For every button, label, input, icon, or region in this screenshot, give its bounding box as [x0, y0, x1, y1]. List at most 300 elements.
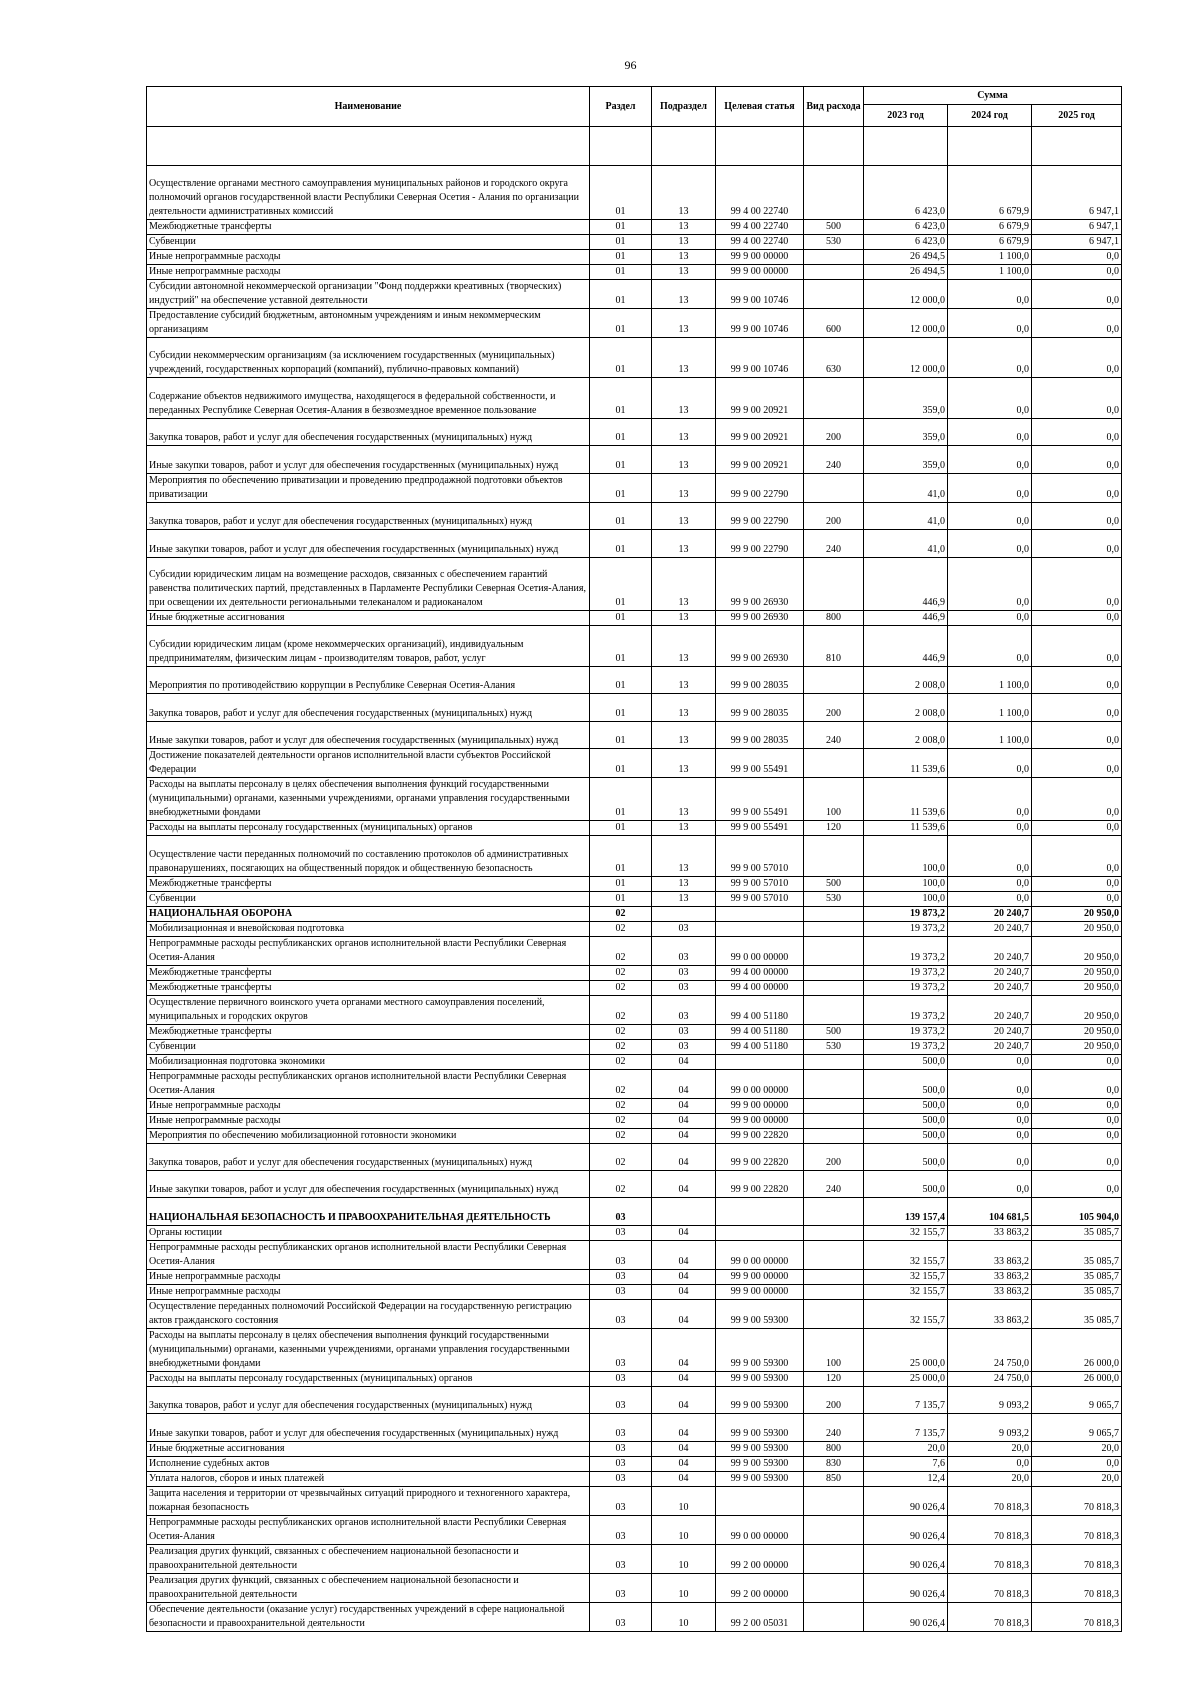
cell-expense-type: 630: [804, 337, 864, 378]
cell-2024: 20,0: [948, 1471, 1032, 1486]
cell-name: Иные бюджетные ассигнования: [147, 611, 590, 626]
cell-section: 02: [590, 1039, 652, 1054]
cell-2024: 0,0: [948, 836, 1032, 877]
cell-name: Закупка товаров, работ и услуг для обеспечения государственных (муниципальных) нужд: [147, 418, 590, 445]
cell-subsection: 13: [652, 234, 716, 249]
cell-section: 03: [590, 1386, 652, 1413]
header-section: Раздел: [590, 87, 652, 127]
cell-section: 01: [590, 821, 652, 836]
cell-section: 03: [590, 1573, 652, 1602]
table-row: [147, 1225, 1122, 1240]
cell-2024: 70 818,3: [948, 1544, 1032, 1573]
cell-target: 99 4 00 00000: [716, 980, 804, 995]
cell-name: Предоставление субсидий бюджетным, автономным учреждениям и иным некоммерческим организациям: [147, 308, 590, 337]
cell-subsection: 04: [652, 1471, 716, 1486]
cell-section: 03: [590, 1456, 652, 1471]
cell-2023: 12 000,0: [864, 337, 948, 378]
cell-2023: 90 026,4: [864, 1515, 948, 1544]
cell-expense-type: 800: [804, 1441, 864, 1456]
cell-2024: 20 240,7: [948, 1039, 1032, 1054]
cell-2024: 33 863,2: [948, 1284, 1032, 1299]
cell-expense-type: [804, 1225, 864, 1240]
cell-expense-type: [804, 1198, 864, 1225]
cell-expense-type: [804, 1269, 864, 1284]
cell-target: 99 9 00 22790: [716, 473, 804, 502]
cell-2025: 35 085,7: [1032, 1240, 1122, 1269]
cell-section: 02: [590, 1069, 652, 1098]
cell-2023: 11 539,6: [864, 749, 948, 778]
cell-expense-type: 500: [804, 219, 864, 234]
cell-2025: 9 065,7: [1032, 1386, 1122, 1413]
cell-name: Субсидии юридическим лицам (кроме некоммерческих организаций), индивидуальным предпринимателям, физическим лицам - производителям товаров, работ, услуг: [147, 626, 590, 667]
cell-subsection: 04: [652, 1098, 716, 1113]
cell-2025: 0,0: [1032, 694, 1122, 721]
cell-name: Обеспечение деятельности (оказание услуг) государственных учреждений в сфере национальной безопасности и правоохранительной деятельности: [147, 1602, 590, 1631]
cell-expense-type: 200: [804, 1143, 864, 1170]
cell-section: 02: [590, 1054, 652, 1069]
cell-2023: 19 373,2: [864, 1039, 948, 1054]
cell-2024: 0,0: [948, 473, 1032, 502]
cell-2024: 0,0: [948, 626, 1032, 667]
cell-expense-type: [804, 279, 864, 308]
cell-2025: 0,0: [1032, 446, 1122, 473]
cell-2025: 20 950,0: [1032, 1024, 1122, 1039]
cell-expense-type: 830: [804, 1456, 864, 1471]
cell-2023: 90 026,4: [864, 1486, 948, 1515]
cell-expense-type: [804, 1098, 864, 1113]
table-row: [147, 1069, 1122, 1098]
cell-2025: 0,0: [1032, 1171, 1122, 1198]
cell-target: 99 9 00 59300: [716, 1328, 804, 1371]
cell-expense-type: 530: [804, 1039, 864, 1054]
cell-target: 99 9 00 10746: [716, 337, 804, 378]
cell-subsection: 13: [652, 378, 716, 419]
cell-name: Расходы на выплаты персоналу государственных (муниципальных) органов: [147, 821, 590, 836]
cell-2025: 26 000,0: [1032, 1371, 1122, 1386]
cell-2025: 70 818,3: [1032, 1544, 1122, 1573]
page-number: 96: [624, 58, 637, 72]
table-row: [147, 891, 1122, 906]
cell-name: Иные закупки товаров, работ и услуг для обеспечения государственных (муниципальных) нужд: [147, 530, 590, 557]
cell-2025: 70 818,3: [1032, 1573, 1122, 1602]
cell-2023: 500,0: [864, 1054, 948, 1069]
cell-section: 02: [590, 995, 652, 1024]
cell-subsection: 13: [652, 530, 716, 557]
table-row: [147, 611, 1122, 626]
cell-section: 01: [590, 249, 652, 264]
cell-name: Непрограммные расходы республиканских органов исполнительной власти Республики Северная Осетия-Алания: [147, 1240, 590, 1269]
cell-section: 01: [590, 166, 652, 220]
table-row: [147, 980, 1122, 995]
table-row: [147, 1269, 1122, 1284]
cell-2025: 0,0: [1032, 1128, 1122, 1143]
cell-2025: 20,0: [1032, 1441, 1122, 1456]
cell-2025: 20 950,0: [1032, 1039, 1122, 1054]
cell-target: 99 4 00 22740: [716, 166, 804, 220]
cell-expense-type: [804, 921, 864, 936]
table-row: [147, 1544, 1122, 1573]
cell-2024: 33 863,2: [948, 1240, 1032, 1269]
cell-target: 99 0 00 00000: [716, 1069, 804, 1098]
cell-name: Межбюджетные трансферты: [147, 1024, 590, 1039]
cell-subsection: 04: [652, 1441, 716, 1456]
cell-subsection: 04: [652, 1143, 716, 1170]
cell-target: 99 9 00 00000: [716, 1098, 804, 1113]
cell-2023: 12 000,0: [864, 308, 948, 337]
cell-2023: 90 026,4: [864, 1544, 948, 1573]
cell-2023: 26 494,5: [864, 264, 948, 279]
cell-2025: 0,0: [1032, 778, 1122, 821]
cell-2023: 12,4: [864, 1471, 948, 1486]
cell-name: Иные непрограммные расходы: [147, 1113, 590, 1128]
cell-expense-type: [804, 749, 864, 778]
cell-name: Мобилизационная и вневойсковая подготовка: [147, 921, 590, 936]
cell-name: Достижение показателей деятельности органов исполнительной власти субъектов Российской Федерации: [147, 749, 590, 778]
cell-section: 01: [590, 473, 652, 502]
cell-2024: 0,0: [948, 1128, 1032, 1143]
cell-expense-type: 500: [804, 1024, 864, 1039]
cell-subsection: 10: [652, 1573, 716, 1602]
cell-target: 99 9 00 55491: [716, 821, 804, 836]
cell-2023: 90 026,4: [864, 1573, 948, 1602]
table-row: [147, 666, 1122, 693]
cell-2024: 33 863,2: [948, 1269, 1032, 1284]
cell-name: Закупка товаров, работ и услуг для обеспечения государственных (муниципальных) нужд: [147, 502, 590, 529]
cell-2023: 500,0: [864, 1069, 948, 1098]
table-row: [147, 1171, 1122, 1198]
cell-expense-type: 240: [804, 721, 864, 748]
cell-2025: 0,0: [1032, 721, 1122, 748]
cell-name: Содержание объектов недвижимого имущества, находящегося в федеральной собственности, и переданных Республике Северная Осетия-Алания в безвозмездное временное пользование: [147, 378, 590, 419]
cell-2025: 0,0: [1032, 418, 1122, 445]
table-row: [147, 378, 1122, 419]
cell-2025: 0,0: [1032, 530, 1122, 557]
cell-2023: 500,0: [864, 1113, 948, 1128]
table-row: [147, 626, 1122, 667]
cell-name: Субсидии некоммерческим организациям (за исключением государственных (муниципальных) учреждений, государственных корпораций (компаний), публично-правовых компаний): [147, 337, 590, 378]
cell-subsection: 13: [652, 264, 716, 279]
cell-section: 01: [590, 557, 652, 611]
cell-subsection: 04: [652, 1113, 716, 1128]
cell-name: Реализация других функций, связанных с обеспечением национальной безопасности и правоохранительной деятельности: [147, 1573, 590, 1602]
cell-2024: 33 863,2: [948, 1225, 1032, 1240]
cell-target: 99 4 00 51180: [716, 995, 804, 1024]
cell-section: 01: [590, 666, 652, 693]
cell-section: 02: [590, 1171, 652, 1198]
cell-expense-type: [804, 166, 864, 220]
cell-expense-type: 100: [804, 778, 864, 821]
table-row: [147, 1486, 1122, 1515]
cell-subsection: 13: [652, 821, 716, 836]
cell-target: 99 9 00 10746: [716, 279, 804, 308]
cell-name: НАЦИОНАЛЬНАЯ БЕЗОПАСНОСТЬ И ПРАВООХРАНИТЕЛЬНАЯ ДЕЯТЕЛЬНОСТЬ: [147, 1198, 590, 1225]
cell-subsection: 10: [652, 1486, 716, 1515]
cell-expense-type: [804, 264, 864, 279]
cell-2024: 1 100,0: [948, 264, 1032, 279]
table-row: [147, 1515, 1122, 1544]
cell-2023: 32 155,7: [864, 1284, 948, 1299]
cell-name: Осуществление органами местного самоуправления муниципальных районов и городского округа полномочий органов государственной власти Республики Северная Осетия - Алания по организации деятельности административных комиссий: [147, 166, 590, 220]
cell-2024: 0,0: [948, 1143, 1032, 1170]
table-row: [147, 965, 1122, 980]
cell-expense-type: [804, 557, 864, 611]
table-row: [147, 906, 1122, 921]
cell-target: [716, 921, 804, 936]
cell-section: 03: [590, 1441, 652, 1456]
cell-2024: 20 240,7: [948, 921, 1032, 936]
cell-2023: 359,0: [864, 378, 948, 419]
cell-name: Осуществление части переданных полномочий по составлению протоколов об административных правонарушениях, посягающих на общественный порядок и общественную безопасность: [147, 836, 590, 877]
cell-2023: 2 008,0: [864, 694, 948, 721]
cell-target: 99 9 00 22790: [716, 530, 804, 557]
cell-subsection: 04: [652, 1284, 716, 1299]
cell-expense-type: [804, 1128, 864, 1143]
table-row: [147, 836, 1122, 877]
cell-2024: 0,0: [948, 1113, 1032, 1128]
cell-2025: 0,0: [1032, 473, 1122, 502]
cell-2023: 41,0: [864, 502, 948, 529]
cell-name: Мероприятия по обеспечению мобилизационной готовности экономики: [147, 1128, 590, 1143]
cell-name: Мероприятия по противодействию коррупции в Республике Северная Осетия-Алания: [147, 666, 590, 693]
cell-2025: 6 947,1: [1032, 234, 1122, 249]
cell-subsection: 13: [652, 166, 716, 220]
cell-section: 03: [590, 1299, 652, 1328]
table-row: [147, 1284, 1122, 1299]
cell-2023: 446,9: [864, 557, 948, 611]
cell-subsection: 13: [652, 836, 716, 877]
cell-2023: 6 423,0: [864, 219, 948, 234]
cell-subsection: 04: [652, 1414, 716, 1441]
cell-expense-type: [804, 1113, 864, 1128]
table-row: [147, 337, 1122, 378]
cell-subsection: 10: [652, 1602, 716, 1631]
cell-target: 99 9 00 22820: [716, 1171, 804, 1198]
cell-name: Закупка товаров, работ и услуг для обеспечения государственных (муниципальных) нужд: [147, 694, 590, 721]
cell-target: 99 9 00 10746: [716, 308, 804, 337]
cell-section: 01: [590, 219, 652, 234]
cell-2025: 70 818,3: [1032, 1515, 1122, 1544]
cell-subsection: 03: [652, 1039, 716, 1054]
cell-2024: 0,0: [948, 1171, 1032, 1198]
table-row: [147, 1143, 1122, 1170]
cell-2025: 0,0: [1032, 1113, 1122, 1128]
cell-name: Расходы на выплаты персоналу в целях обеспечения выполнения функций государственными (муниципальными) органами, казенными учреждениями, органами управления государственными внебюджетными фондами: [147, 1328, 590, 1371]
cell-2023: 100,0: [864, 891, 948, 906]
cell-2023: 19 373,2: [864, 921, 948, 936]
cell-subsection: 13: [652, 749, 716, 778]
cell-name: Мобилизационная подготовка экономики: [147, 1054, 590, 1069]
table-row: [147, 264, 1122, 279]
header-year-2025: 2025 год: [1032, 105, 1122, 127]
cell-subsection: 13: [652, 778, 716, 821]
header-sum: Сумма: [864, 87, 1122, 105]
table-row: [147, 1198, 1122, 1225]
cell-2023: 446,9: [864, 611, 948, 626]
cell-subsection: [652, 1198, 716, 1225]
cell-section: 01: [590, 876, 652, 891]
cell-section: 03: [590, 1371, 652, 1386]
table-row: [147, 418, 1122, 445]
cell-target: [716, 906, 804, 921]
cell-name: Органы юстиции: [147, 1225, 590, 1240]
cell-2025: 6 947,1: [1032, 166, 1122, 220]
cell-target: 99 9 00 26930: [716, 611, 804, 626]
cell-section: 01: [590, 778, 652, 821]
cell-subsection: 13: [652, 611, 716, 626]
cell-name: Иные закупки товаров, работ и услуг для обеспечения государственных (муниципальных) нужд: [147, 721, 590, 748]
cell-2023: 12 000,0: [864, 279, 948, 308]
cell-subsection: 04: [652, 1225, 716, 1240]
cell-2024: 6 679,9: [948, 234, 1032, 249]
table-row: [147, 1054, 1122, 1069]
cell-expense-type: 850: [804, 1471, 864, 1486]
cell-section: 01: [590, 264, 652, 279]
table-row: [147, 279, 1122, 308]
cell-2024: 6 679,9: [948, 219, 1032, 234]
cell-target: 99 9 00 59300: [716, 1299, 804, 1328]
cell-2023: 139 157,4: [864, 1198, 948, 1225]
cell-expense-type: 810: [804, 626, 864, 667]
cell-2024: 20 240,7: [948, 906, 1032, 921]
cell-subsection: 13: [652, 876, 716, 891]
cell-2024: 0,0: [948, 308, 1032, 337]
cell-section: 02: [590, 1113, 652, 1128]
cell-subsection: 13: [652, 502, 716, 529]
table-row: [147, 1371, 1122, 1386]
table-row: [147, 1602, 1122, 1631]
cell-name: Межбюджетные трансферты: [147, 980, 590, 995]
cell-expense-type: [804, 1486, 864, 1515]
cell-2023: 41,0: [864, 473, 948, 502]
cell-expense-type: [804, 1299, 864, 1328]
cell-2025: 70 818,3: [1032, 1486, 1122, 1515]
cell-section: 03: [590, 1328, 652, 1371]
cell-target: [716, 1225, 804, 1240]
cell-subsection: 13: [652, 418, 716, 445]
cell-section: 03: [590, 1240, 652, 1269]
cell-2023: 19 873,2: [864, 906, 948, 921]
cell-name: Закупка товаров, работ и услуг для обеспечения государственных (муниципальных) нужд: [147, 1143, 590, 1170]
cell-target: 99 9 00 28035: [716, 721, 804, 748]
cell-subsection: 13: [652, 279, 716, 308]
table-row: [147, 1098, 1122, 1113]
cell-subsection: 13: [652, 308, 716, 337]
cell-expense-type: 240: [804, 530, 864, 557]
cell-2025: 0,0: [1032, 1456, 1122, 1471]
cell-2024: 0,0: [948, 749, 1032, 778]
cell-subsection: 13: [652, 721, 716, 748]
cell-subsection: 03: [652, 921, 716, 936]
cell-expense-type: [804, 1573, 864, 1602]
table-row: [147, 1456, 1122, 1471]
cell-2025: 35 085,7: [1032, 1225, 1122, 1240]
cell-2025: 0,0: [1032, 337, 1122, 378]
cell-2025: 0,0: [1032, 876, 1122, 891]
cell-subsection: 13: [652, 473, 716, 502]
table-row: [147, 1240, 1122, 1269]
header-spacer-row: [147, 127, 1122, 166]
cell-section: 02: [590, 1024, 652, 1039]
cell-2023: 2 008,0: [864, 666, 948, 693]
cell-2023: 32 155,7: [864, 1269, 948, 1284]
cell-2025: 35 085,7: [1032, 1284, 1122, 1299]
cell-2024: 1 100,0: [948, 694, 1032, 721]
cell-2025: 0,0: [1032, 749, 1122, 778]
cell-expense-type: [804, 1069, 864, 1098]
cell-2023: 2 008,0: [864, 721, 948, 748]
cell-2023: 500,0: [864, 1128, 948, 1143]
cell-section: 01: [590, 626, 652, 667]
table-row: [147, 557, 1122, 611]
cell-subsection: 04: [652, 1299, 716, 1328]
cell-name: Мероприятия по обеспечению приватизации и проведению предпродажной подготовки объектов приватизации: [147, 473, 590, 502]
table-row: [147, 1024, 1122, 1039]
cell-expense-type: 200: [804, 502, 864, 529]
cell-name: Субсидии автономной некоммерческой организации "Фонд поддержки креативных (творческих) индустрий" на обеспечение уставной деятельности: [147, 279, 590, 308]
table-row: [147, 502, 1122, 529]
table-row: [147, 995, 1122, 1024]
header-expense-type: Вид расхода: [804, 87, 864, 127]
table-body: [147, 166, 1122, 1632]
cell-subsection: 04: [652, 1240, 716, 1269]
cell-subsection: 10: [652, 1544, 716, 1573]
cell-subsection: 13: [652, 666, 716, 693]
table-row: [147, 1441, 1122, 1456]
cell-2023: 7,6: [864, 1456, 948, 1471]
cell-2024: 0,0: [948, 279, 1032, 308]
cell-subsection: 04: [652, 1054, 716, 1069]
cell-target: 99 9 00 59300: [716, 1386, 804, 1413]
cell-section: 01: [590, 378, 652, 419]
cell-2024: 1 100,0: [948, 249, 1032, 264]
cell-2024: 0,0: [948, 337, 1032, 378]
cell-expense-type: 200: [804, 694, 864, 721]
cell-subsection: 04: [652, 1128, 716, 1143]
cell-target: 99 9 00 59300: [716, 1456, 804, 1471]
cell-2025: 0,0: [1032, 502, 1122, 529]
cell-subsection: 04: [652, 1386, 716, 1413]
cell-2023: 25 000,0: [864, 1371, 948, 1386]
cell-expense-type: [804, 1054, 864, 1069]
cell-target: 99 9 00 20921: [716, 446, 804, 473]
cell-section: 02: [590, 921, 652, 936]
cell-2024: 0,0: [948, 891, 1032, 906]
cell-target: 99 9 00 59300: [716, 1371, 804, 1386]
cell-2023: 500,0: [864, 1171, 948, 1198]
cell-expense-type: [804, 1515, 864, 1544]
cell-2025: 20,0: [1032, 1471, 1122, 1486]
cell-name: НАЦИОНАЛЬНАЯ ОБОРОНА: [147, 906, 590, 921]
cell-2023: 25 000,0: [864, 1328, 948, 1371]
cell-2024: 0,0: [948, 446, 1032, 473]
table-row: [147, 821, 1122, 836]
cell-name: Иные непрограммные расходы: [147, 264, 590, 279]
cell-subsection: 04: [652, 1371, 716, 1386]
table-row: [147, 473, 1122, 502]
cell-expense-type: 800: [804, 611, 864, 626]
cell-subsection: 13: [652, 626, 716, 667]
cell-2025: 0,0: [1032, 1069, 1122, 1098]
cell-2024: 1 100,0: [948, 666, 1032, 693]
cell-subsection: 04: [652, 1069, 716, 1098]
cell-section: 03: [590, 1471, 652, 1486]
cell-2024: 0,0: [948, 378, 1032, 419]
cell-2023: 19 373,2: [864, 1024, 948, 1039]
cell-expense-type: [804, 378, 864, 419]
cell-name: Субвенции: [147, 891, 590, 906]
cell-target: 99 9 00 55491: [716, 749, 804, 778]
cell-subsection: 13: [652, 446, 716, 473]
